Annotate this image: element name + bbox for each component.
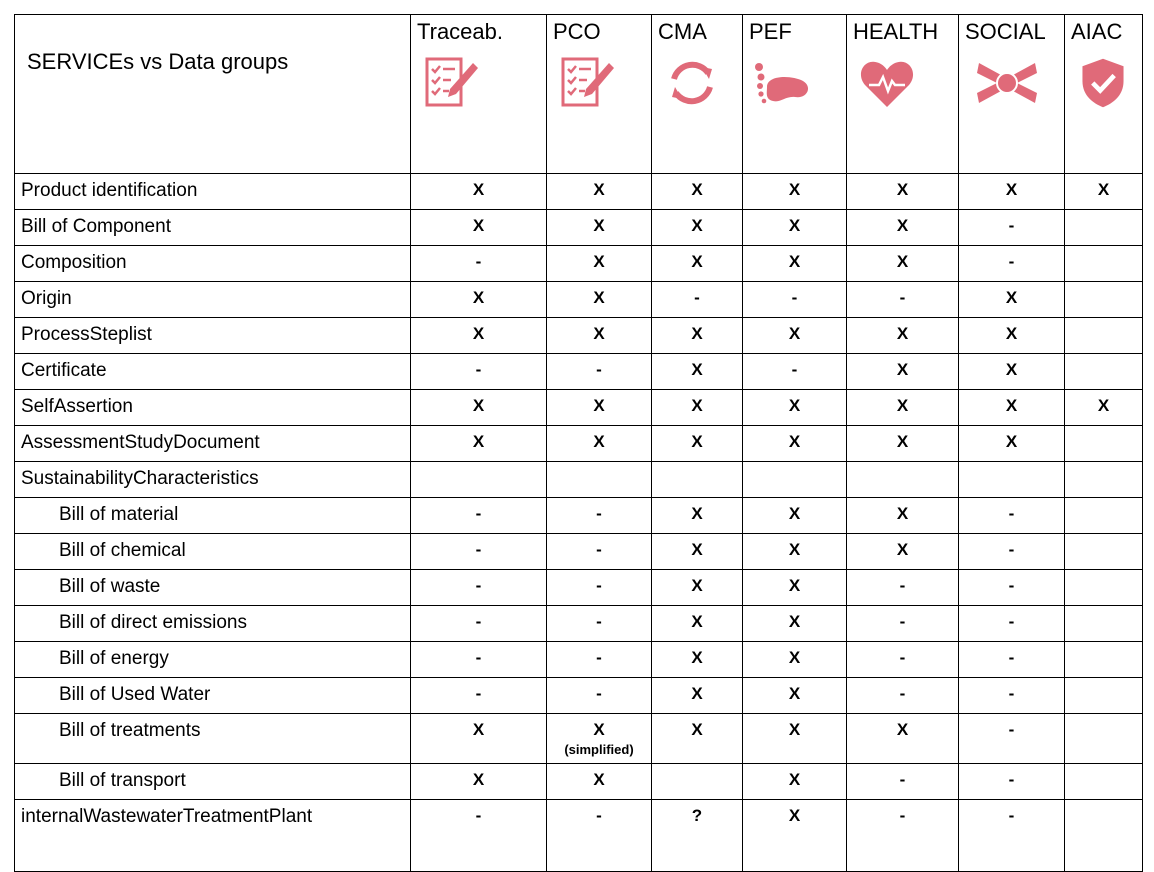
matrix-cell	[547, 462, 652, 498]
matrix-cell	[959, 570, 1065, 606]
matrix-body	[15, 174, 1143, 872]
matrix-cell	[652, 462, 743, 498]
matrix-cell	[652, 390, 743, 426]
matrix-cell	[1065, 678, 1143, 714]
matrix-cell	[1065, 534, 1143, 570]
cell-value: X	[691, 360, 703, 379]
row-label: ProcessSteplist	[15, 318, 411, 354]
service-label: Traceab.	[417, 19, 504, 44]
matrix-cell	[652, 534, 743, 570]
cell-value: -	[596, 360, 602, 379]
cell-value: X	[593, 252, 605, 271]
heart-pulse-icon	[857, 53, 917, 113]
matrix-cell	[547, 426, 652, 462]
cell-value: X	[788, 396, 801, 415]
cell-value: -	[791, 360, 798, 379]
table-row	[15, 246, 1143, 282]
cell-value: -	[596, 576, 602, 595]
matrix-cell	[847, 570, 959, 606]
matrix-cell	[652, 678, 743, 714]
matrix-cell	[743, 390, 847, 426]
cell-value: X	[896, 396, 909, 415]
matrix-cell	[959, 498, 1065, 534]
matrix-cell	[959, 462, 1065, 498]
services-data-groups-table	[14, 14, 1143, 872]
table-row	[15, 210, 1143, 246]
matrix-cell	[959, 210, 1065, 246]
matrix-cell	[547, 800, 652, 872]
cell-value: X	[691, 180, 703, 199]
cell-value: X	[1005, 180, 1018, 199]
matrix-cell	[1065, 570, 1143, 606]
matrix-cell	[411, 426, 547, 462]
matrix-cell	[847, 678, 959, 714]
table-row	[15, 282, 1143, 318]
matrix-cell	[743, 246, 847, 282]
cell-value: X	[593, 216, 605, 235]
cell-value: -	[1008, 648, 1015, 667]
matrix-cell	[847, 764, 959, 800]
cell-value: X	[593, 324, 605, 343]
matrix-cell	[1065, 174, 1143, 210]
cell-value: -	[1008, 612, 1015, 631]
cell-value: X	[472, 324, 485, 343]
cell-value: -	[899, 576, 906, 595]
cell-value: X	[1005, 396, 1018, 415]
row-label: Bill of Used Water	[15, 678, 411, 714]
service-label: PCO	[553, 19, 601, 44]
matrix-cell	[743, 570, 847, 606]
shield-check-icon	[1075, 53, 1131, 113]
cell-value: X	[593, 396, 605, 415]
cell-value: X	[691, 252, 703, 271]
matrix-cell	[1065, 462, 1143, 498]
cell-value: X	[472, 432, 485, 451]
matrix-cell	[959, 642, 1065, 678]
matrix-cell	[411, 318, 547, 354]
table-row	[15, 764, 1143, 800]
table-row	[15, 534, 1143, 570]
matrix-cell	[847, 282, 959, 318]
matrix-cell	[847, 174, 959, 210]
cell-value: -	[475, 252, 482, 271]
matrix-cell	[847, 246, 959, 282]
matrix-cell	[411, 354, 547, 390]
matrix-cell	[547, 678, 652, 714]
cell-value: X	[788, 648, 801, 667]
matrix-cell	[547, 570, 652, 606]
cell-value: -	[475, 648, 482, 667]
table-row	[15, 678, 1143, 714]
matrix-cell	[547, 764, 652, 800]
table-row	[15, 174, 1143, 210]
matrix-cell	[1065, 390, 1143, 426]
matrix-cell	[847, 534, 959, 570]
cell-value: X	[691, 396, 703, 415]
matrix-cell	[743, 498, 847, 534]
cell-value: -	[1008, 540, 1015, 559]
matrix-cell	[411, 282, 547, 318]
matrix-cell	[743, 714, 847, 764]
row-label: Bill of waste	[15, 570, 411, 606]
matrix-cell	[743, 318, 847, 354]
matrix-cell	[547, 606, 652, 642]
cell-value: -	[475, 806, 482, 825]
matrix-cell	[652, 714, 743, 764]
matrix-cell	[547, 498, 652, 534]
cell-value: X	[472, 396, 485, 415]
cell-value: X	[691, 324, 703, 343]
cell-value: X	[788, 770, 801, 789]
matrix-cell	[1065, 426, 1143, 462]
cell-value: -	[475, 576, 482, 595]
service-header-social	[959, 15, 1065, 174]
cell-value: -	[475, 504, 482, 523]
matrix-cell	[1065, 764, 1143, 800]
cell-value: X	[788, 720, 801, 739]
matrix-cell	[959, 606, 1065, 642]
matrix-cell	[1065, 318, 1143, 354]
row-label: SelfAssertion	[15, 390, 411, 426]
matrix-cell	[1065, 246, 1143, 282]
joined-hands-icon	[967, 53, 1047, 113]
cell-value: -	[1008, 252, 1015, 271]
matrix-cell	[411, 498, 547, 534]
matrix-cell	[411, 462, 547, 498]
row-label: Product identification	[15, 174, 411, 210]
checklist-pen-icon	[421, 53, 481, 113]
matrix-cell	[847, 462, 959, 498]
matrix-cell	[847, 606, 959, 642]
matrix-cell	[959, 318, 1065, 354]
cell-value: -	[596, 540, 602, 559]
row-label: Bill of energy	[15, 642, 411, 678]
matrix-cell	[411, 210, 547, 246]
cell-value: -	[475, 684, 482, 703]
matrix-cell	[1065, 714, 1143, 764]
matrix-cell	[743, 800, 847, 872]
cell-value: X	[788, 324, 801, 343]
matrix-cell	[411, 246, 547, 282]
cell-value: X	[788, 180, 801, 199]
matrix-cell	[547, 318, 652, 354]
cell-value: X	[788, 504, 801, 523]
matrix-cell	[847, 210, 959, 246]
row-label: Bill of transport	[15, 764, 411, 800]
checklist-pen-icon	[557, 53, 617, 113]
cell-value: X	[593, 180, 605, 199]
matrix-cell	[411, 764, 547, 800]
table-row	[15, 354, 1143, 390]
cell-value: X	[788, 432, 801, 451]
cell-value: X	[691, 432, 703, 451]
cell-value: -	[596, 612, 602, 631]
matrix-cell	[547, 210, 652, 246]
cell-value: X	[788, 612, 801, 631]
matrix-cell	[652, 570, 743, 606]
matrix-cell	[743, 282, 847, 318]
cell-value: -	[1008, 806, 1015, 825]
matrix-cell	[652, 246, 743, 282]
cell-value: X	[896, 504, 909, 523]
matrix-cell	[959, 426, 1065, 462]
cell-value: X	[691, 576, 703, 595]
matrix-cell	[959, 282, 1065, 318]
matrix-cell	[652, 318, 743, 354]
matrix-cell	[547, 246, 652, 282]
matrix-cell	[959, 800, 1065, 872]
row-label: Bill of treatments	[15, 714, 411, 764]
matrix-cell	[959, 354, 1065, 390]
cell-value: X	[1005, 360, 1018, 379]
row-label: Bill of Component	[15, 210, 411, 246]
cell-value: -	[1008, 770, 1015, 789]
table-row	[15, 318, 1143, 354]
row-label: SustainabilityCharacteristics	[15, 462, 411, 498]
table-row	[15, 426, 1143, 462]
matrix-cell	[959, 714, 1065, 764]
matrix-cell	[547, 174, 652, 210]
cell-value: X	[691, 540, 703, 559]
table-row	[15, 570, 1143, 606]
matrix-cell	[1065, 800, 1143, 872]
matrix-cell	[411, 174, 547, 210]
row-label: Composition	[15, 246, 411, 282]
matrix-cell	[847, 390, 959, 426]
cell-value: -	[596, 684, 602, 703]
cell-value: X	[1097, 396, 1110, 415]
matrix-cell	[847, 426, 959, 462]
matrix-cell	[1065, 642, 1143, 678]
matrix-cell	[652, 800, 743, 872]
matrix-cell	[847, 354, 959, 390]
service-header-traceability	[411, 15, 547, 174]
cell-value: X	[472, 720, 485, 739]
cell-value: X	[788, 806, 801, 825]
table-row	[15, 390, 1143, 426]
cell-value: X	[472, 216, 485, 235]
cell-value: X	[896, 540, 909, 559]
matrix-cell	[959, 390, 1065, 426]
matrix-cell	[652, 210, 743, 246]
matrix-cell	[652, 174, 743, 210]
cell-value: X	[691, 612, 703, 631]
matrix-cell	[743, 606, 847, 642]
service-header-cma	[652, 15, 743, 174]
cell-value: X	[691, 720, 703, 739]
matrix-cell	[652, 764, 743, 800]
cell-value: X	[896, 720, 909, 739]
matrix-cell	[652, 642, 743, 678]
cell-value: -	[899, 684, 906, 703]
matrix-cell	[652, 498, 743, 534]
cell-value: X	[896, 180, 909, 199]
cell-value: X	[788, 252, 801, 271]
cell-value: -	[899, 806, 906, 825]
matrix-cell	[743, 462, 847, 498]
table-row	[15, 642, 1143, 678]
cell-value: X	[1005, 432, 1018, 451]
cell-value: -	[899, 288, 906, 307]
matrix-cell	[847, 318, 959, 354]
cell-value: -	[475, 612, 482, 631]
cell-value: X	[593, 432, 605, 451]
service-header-pco	[547, 15, 652, 174]
cell-value: X	[593, 770, 605, 789]
service-label: CMA	[658, 19, 707, 44]
matrix-cell	[411, 678, 547, 714]
matrix-cell	[1065, 498, 1143, 534]
cell-value: ?	[691, 806, 703, 825]
cell-value: X	[896, 216, 909, 235]
matrix-cell	[743, 354, 847, 390]
matrix-cell	[411, 534, 547, 570]
cell-value: -	[475, 360, 482, 379]
cell-value: -	[596, 504, 602, 523]
matrix-cell	[1065, 606, 1143, 642]
table-title: SERVICEs vs Data groups	[15, 15, 411, 174]
cell-value: -	[1008, 504, 1015, 523]
matrix-cell	[547, 390, 652, 426]
row-label: Bill of chemical	[15, 534, 411, 570]
matrix-cell	[411, 642, 547, 678]
service-header-health	[847, 15, 959, 174]
cell-value: X	[691, 216, 703, 235]
cell-value: -	[1008, 684, 1015, 703]
matrix-cell	[411, 390, 547, 426]
row-label: Certificate	[15, 354, 411, 390]
row-label: Bill of direct emissions	[15, 606, 411, 642]
cell-value: -	[899, 770, 906, 789]
matrix-cell	[959, 534, 1065, 570]
matrix-cell	[959, 678, 1065, 714]
cell-value: X	[593, 720, 605, 739]
matrix-cell	[959, 246, 1065, 282]
service-label: HEALTH	[853, 19, 939, 44]
matrix-cell	[743, 210, 847, 246]
matrix-cell	[743, 642, 847, 678]
matrix-cell	[847, 642, 959, 678]
matrix-cell	[1065, 210, 1143, 246]
row-label: internalWastewaterTreatmentPlant	[15, 800, 411, 872]
cell-value: X	[691, 684, 703, 703]
matrix-cell	[547, 282, 652, 318]
matrix-cell	[847, 498, 959, 534]
cell-value: X	[472, 288, 485, 307]
cell-value: -	[596, 806, 602, 825]
table-row	[15, 800, 1143, 872]
cell-value: X	[1005, 288, 1018, 307]
matrix-cell	[547, 642, 652, 678]
table-row	[15, 606, 1143, 642]
cell-value: -	[899, 648, 906, 667]
cell-value: -	[596, 648, 602, 667]
matrix-cell	[411, 570, 547, 606]
cell-value: X	[896, 252, 909, 271]
cell-value: -	[1008, 576, 1015, 595]
cell-value: X	[788, 216, 801, 235]
cell-value: X	[788, 684, 801, 703]
cell-value: X	[1005, 324, 1018, 343]
matrix-cell	[847, 800, 959, 872]
cell-value: X	[691, 648, 703, 667]
cell-value: -	[694, 288, 700, 307]
cell-value: -	[1008, 720, 1015, 739]
cell-value: X	[472, 180, 485, 199]
cell-value: X	[691, 504, 703, 523]
service-label: PEF	[749, 19, 792, 44]
matrix-cell	[411, 714, 547, 764]
matrix-cell	[411, 606, 547, 642]
matrix-cell	[547, 354, 652, 390]
cell-value: X	[593, 288, 605, 307]
header-row	[15, 15, 1143, 174]
matrix-cell	[652, 354, 743, 390]
cell-value: X	[1097, 180, 1110, 199]
matrix-cell	[652, 282, 743, 318]
matrix-cell	[652, 426, 743, 462]
table-row	[15, 462, 1143, 498]
cell-value: X	[896, 324, 909, 343]
matrix-cell	[743, 426, 847, 462]
matrix-cell	[743, 678, 847, 714]
row-label: Origin	[15, 282, 411, 318]
cell-value: -	[791, 288, 798, 307]
circular-arrows-icon	[662, 53, 722, 113]
matrix-cell	[652, 606, 743, 642]
matrix-cell	[959, 174, 1065, 210]
matrix-cell	[547, 714, 652, 764]
matrix-cell	[743, 534, 847, 570]
service-header-aiac	[1065, 15, 1143, 174]
table-row	[15, 714, 1143, 764]
matrix-cell	[743, 174, 847, 210]
cell-value: X	[896, 432, 909, 451]
matrix-cell	[1065, 354, 1143, 390]
matrix-cell	[743, 764, 847, 800]
cell-note: (simplified)	[564, 742, 634, 757]
cell-value: -	[1008, 216, 1015, 235]
cell-value: X	[472, 770, 485, 789]
cell-value: X	[788, 540, 801, 559]
cell-value: -	[475, 540, 482, 559]
matrix-cell	[1065, 282, 1143, 318]
footprint-icon	[753, 53, 813, 113]
matrix-cell	[959, 764, 1065, 800]
service-header-pef	[743, 15, 847, 174]
cell-value: X	[896, 360, 909, 379]
service-label: AIAC	[1071, 19, 1123, 44]
matrix-cell	[847, 714, 959, 764]
service-label: SOCIAL	[965, 19, 1046, 44]
matrix-cell	[547, 534, 652, 570]
matrix-cell	[411, 800, 547, 872]
row-label: Bill of material	[15, 498, 411, 534]
row-label: AssessmentStudyDocument	[15, 426, 411, 462]
table-row	[15, 498, 1143, 534]
cell-value: -	[899, 612, 906, 631]
cell-value: X	[788, 576, 801, 595]
